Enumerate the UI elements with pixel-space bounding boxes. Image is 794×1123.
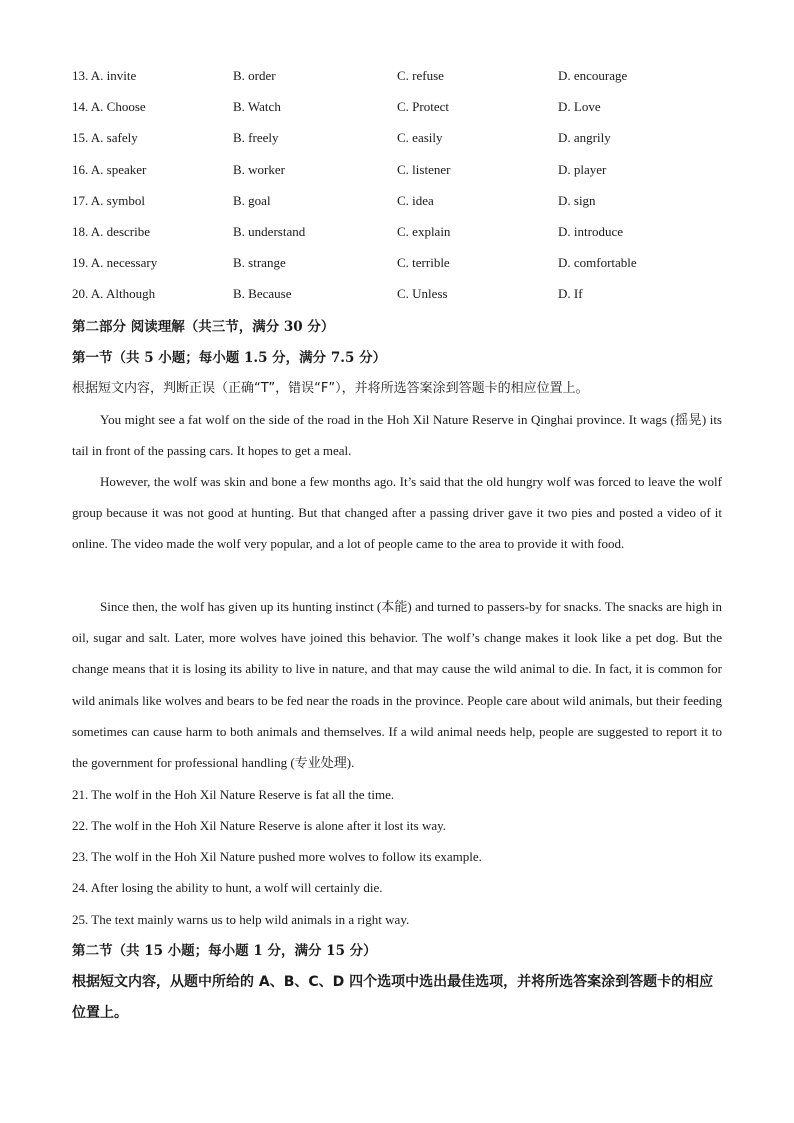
option-b: B. goal [233,192,271,208]
option-b: B. understand [233,223,306,239]
option-d: D. If [558,286,583,302]
option-row-17 [72,191,732,222]
option-d: D. encourage [558,68,628,83]
option-c: C. idea [397,192,434,208]
option-row-16 [72,160,732,191]
question-24: 24. After losing the ability to hunt, a wolf will certainly die. [72,880,383,895]
option-table [72,66,732,316]
option-b: B. Watch [233,99,281,115]
option-row-13 [72,66,732,97]
option-d: D. comfortable [558,255,637,271]
section1-title: 第一节（共 5 小题；每小题 1.5 分，满分 7.5 分） [72,350,387,366]
option-a: 16. A. speaker [72,161,147,177]
option-a: 18. A. describe [72,223,150,239]
passage-paragraph-2: However, the wolf was skin and bone a few months ago. It’s said that the old hungry wolf was forced to leave the wolf group because it was not good at hunting. But that changed after a passing driver gave it two pies and posted a video of it online. The video made the wolf very popular, and a lot of people came to the area to provide it with food. [72,474,722,552]
question-21: 21. The wolf in the Hoh Xil Nature Reserve is fat all the time. [72,787,395,802]
part2-title: 第二部分 阅读理解（共三节，满分 30 分） [72,319,335,335]
option-a: 15. A. safely [72,130,138,146]
option-c: C. terrible [397,255,450,271]
option-d: D. angrily [558,130,611,146]
option-c: C. refuse [397,68,444,83]
option-b: B. strange [233,255,286,271]
passage-paragraph-3: Since then, the wolf has given up its hunting instinct (本能) and turned to passers-by for snacks. The snacks are high in oil, sugar and salt. Later, more wolves have joined this behavior. The wolf’s change makes it look like a pet dog. But the change means that it is losing its ability to live in nature, and that may cause the wild animal to die. In fact, it is common for wild animals like wolves and bears to be fed near the roads in the province. People care about wild animals, but their feeding sometimes can cause harm to both animals and themselves. If a wild animal needs help, people are suggested to report it to the government for professional handling (专业处理). [72,599,722,771]
option-c: C. easily [397,130,443,146]
option-row-14 [72,97,732,128]
question-22: 22. The wolf in the Hoh Xil Nature Reserve is alone after it lost its way. [72,818,447,833]
option-b: B. freely [233,130,279,146]
option-b: B. worker [233,161,285,177]
option-b: B. order [233,68,276,83]
passage-paragraph-1: You might see a fat wolf on the side of the road in the Hoh Xil Nature Reserve in Qinghai province. It wags (摇晃) its tail in front of the passing cars. It hopes to get a meal. [72,412,722,459]
option-a: 13. A. invite [72,68,137,83]
option-row-15 [72,128,732,159]
option-row-19 [72,253,732,284]
option-a: 17. A. symbol [72,192,145,208]
section2-instruction: 根据短文内容，从题中所给的 A、B、C、D 四个选项中选出最佳选项，并将所选答案涂到答题卡的相应位置上。 [72,974,714,1021]
option-c: C. Unless [397,286,448,302]
option-c: C. explain [397,223,451,239]
option-row-20 [72,284,732,315]
option-a: 19. A. necessary [72,255,158,271]
option-row-18 [72,222,732,253]
option-d: D. sign [558,192,596,208]
option-d: D. Love [558,99,601,115]
question-25: 25. The text mainly warns us to help wild animals in a right way. [72,912,410,927]
option-b: B. Because [233,286,292,302]
option-a: 20. A. Although [72,286,156,302]
section2-title: 第二节（共 15 小题；每小题 1 分，满分 15 分） [72,943,377,959]
option-c: C. listener [397,161,451,177]
option-a: 14. A. Choose [72,99,146,115]
question-23: 23. The wolf in the Hoh Xil Nature pushed more wolves to follow its example. [72,849,482,864]
section1-instruction: 根据短文内容，判断正误（正确“T”，错误“F”），并将所选答案涂到答题卡的相应位置上。 [72,381,589,396]
option-c: C. Protect [397,99,449,115]
option-d: D. player [558,161,607,177]
option-d: D. introduce [558,223,623,239]
